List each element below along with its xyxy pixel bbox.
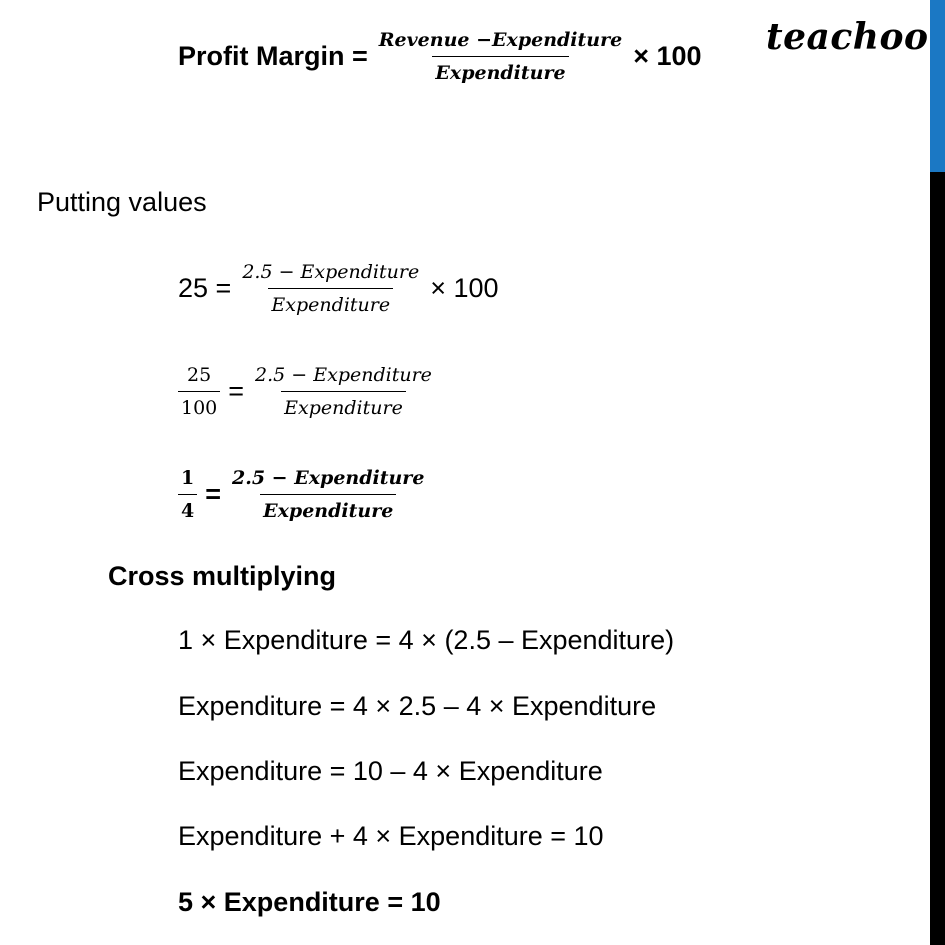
step1-equation bbox=[178, 262, 499, 316]
profit-margin-formula bbox=[178, 30, 702, 84]
scrollbar-thumb[interactable] bbox=[930, 0, 945, 172]
solution-line-4: Expenditure + 4 × Expenditure = 10 bbox=[178, 821, 604, 851]
cross-multiplying-heading: Cross multiplying bbox=[108, 561, 337, 591]
step1-lhs: 25 = bbox=[178, 273, 232, 304]
formula-denominator: Expenditure bbox=[432, 56, 568, 84]
step3-lhs-fraction bbox=[178, 468, 197, 522]
step2-lhs-fraction bbox=[178, 365, 220, 419]
step3-numerator: 2.5 − Expenditure bbox=[232, 467, 425, 489]
solution-line-1: 1 × Expenditure = 4 × (2.5 – Expenditure) bbox=[178, 625, 675, 655]
step3-lhs-num: 1 bbox=[181, 467, 195, 489]
step2-numerator: 2.5 − Expenditure bbox=[255, 364, 432, 386]
step1-numerator: 2.5 − Expenditure bbox=[242, 261, 420, 283]
step1-fraction bbox=[239, 262, 422, 316]
step1-suffix: × 100 bbox=[430, 273, 499, 304]
step3-fraction bbox=[229, 468, 427, 522]
step1-denominator: Expenditure bbox=[268, 288, 393, 316]
putting-values-text: Putting values bbox=[37, 187, 207, 217]
formula-fraction bbox=[376, 30, 625, 84]
formula-suffix: × 100 bbox=[633, 41, 702, 72]
step3-lhs-den: 4 bbox=[178, 494, 197, 522]
step2-lhs-den: 100 bbox=[178, 391, 220, 419]
step2-denominator: Expenditure bbox=[281, 391, 406, 419]
teachoo-logo: teachoo bbox=[766, 16, 929, 58]
step2-equation bbox=[178, 365, 435, 419]
step3-equation bbox=[178, 468, 427, 522]
step3-denominator: Expenditure bbox=[260, 494, 396, 522]
scrollbar[interactable] bbox=[930, 0, 945, 945]
solution-line-3: Expenditure = 10 – 4 × Expenditure bbox=[178, 756, 603, 786]
solution-line-2: Expenditure = 4 × 2.5 – 4 × Expenditure bbox=[178, 691, 657, 721]
step3-equals: = bbox=[205, 479, 222, 510]
step2-fraction bbox=[252, 365, 435, 419]
formula-label: Profit Margin = bbox=[178, 41, 368, 72]
final-line: 5 × Expenditure = 10 bbox=[178, 887, 441, 917]
formula-numerator: Revenue −Expenditure bbox=[378, 29, 623, 51]
step2-equals: = bbox=[228, 376, 245, 407]
step2-lhs-num: 25 bbox=[187, 364, 212, 386]
